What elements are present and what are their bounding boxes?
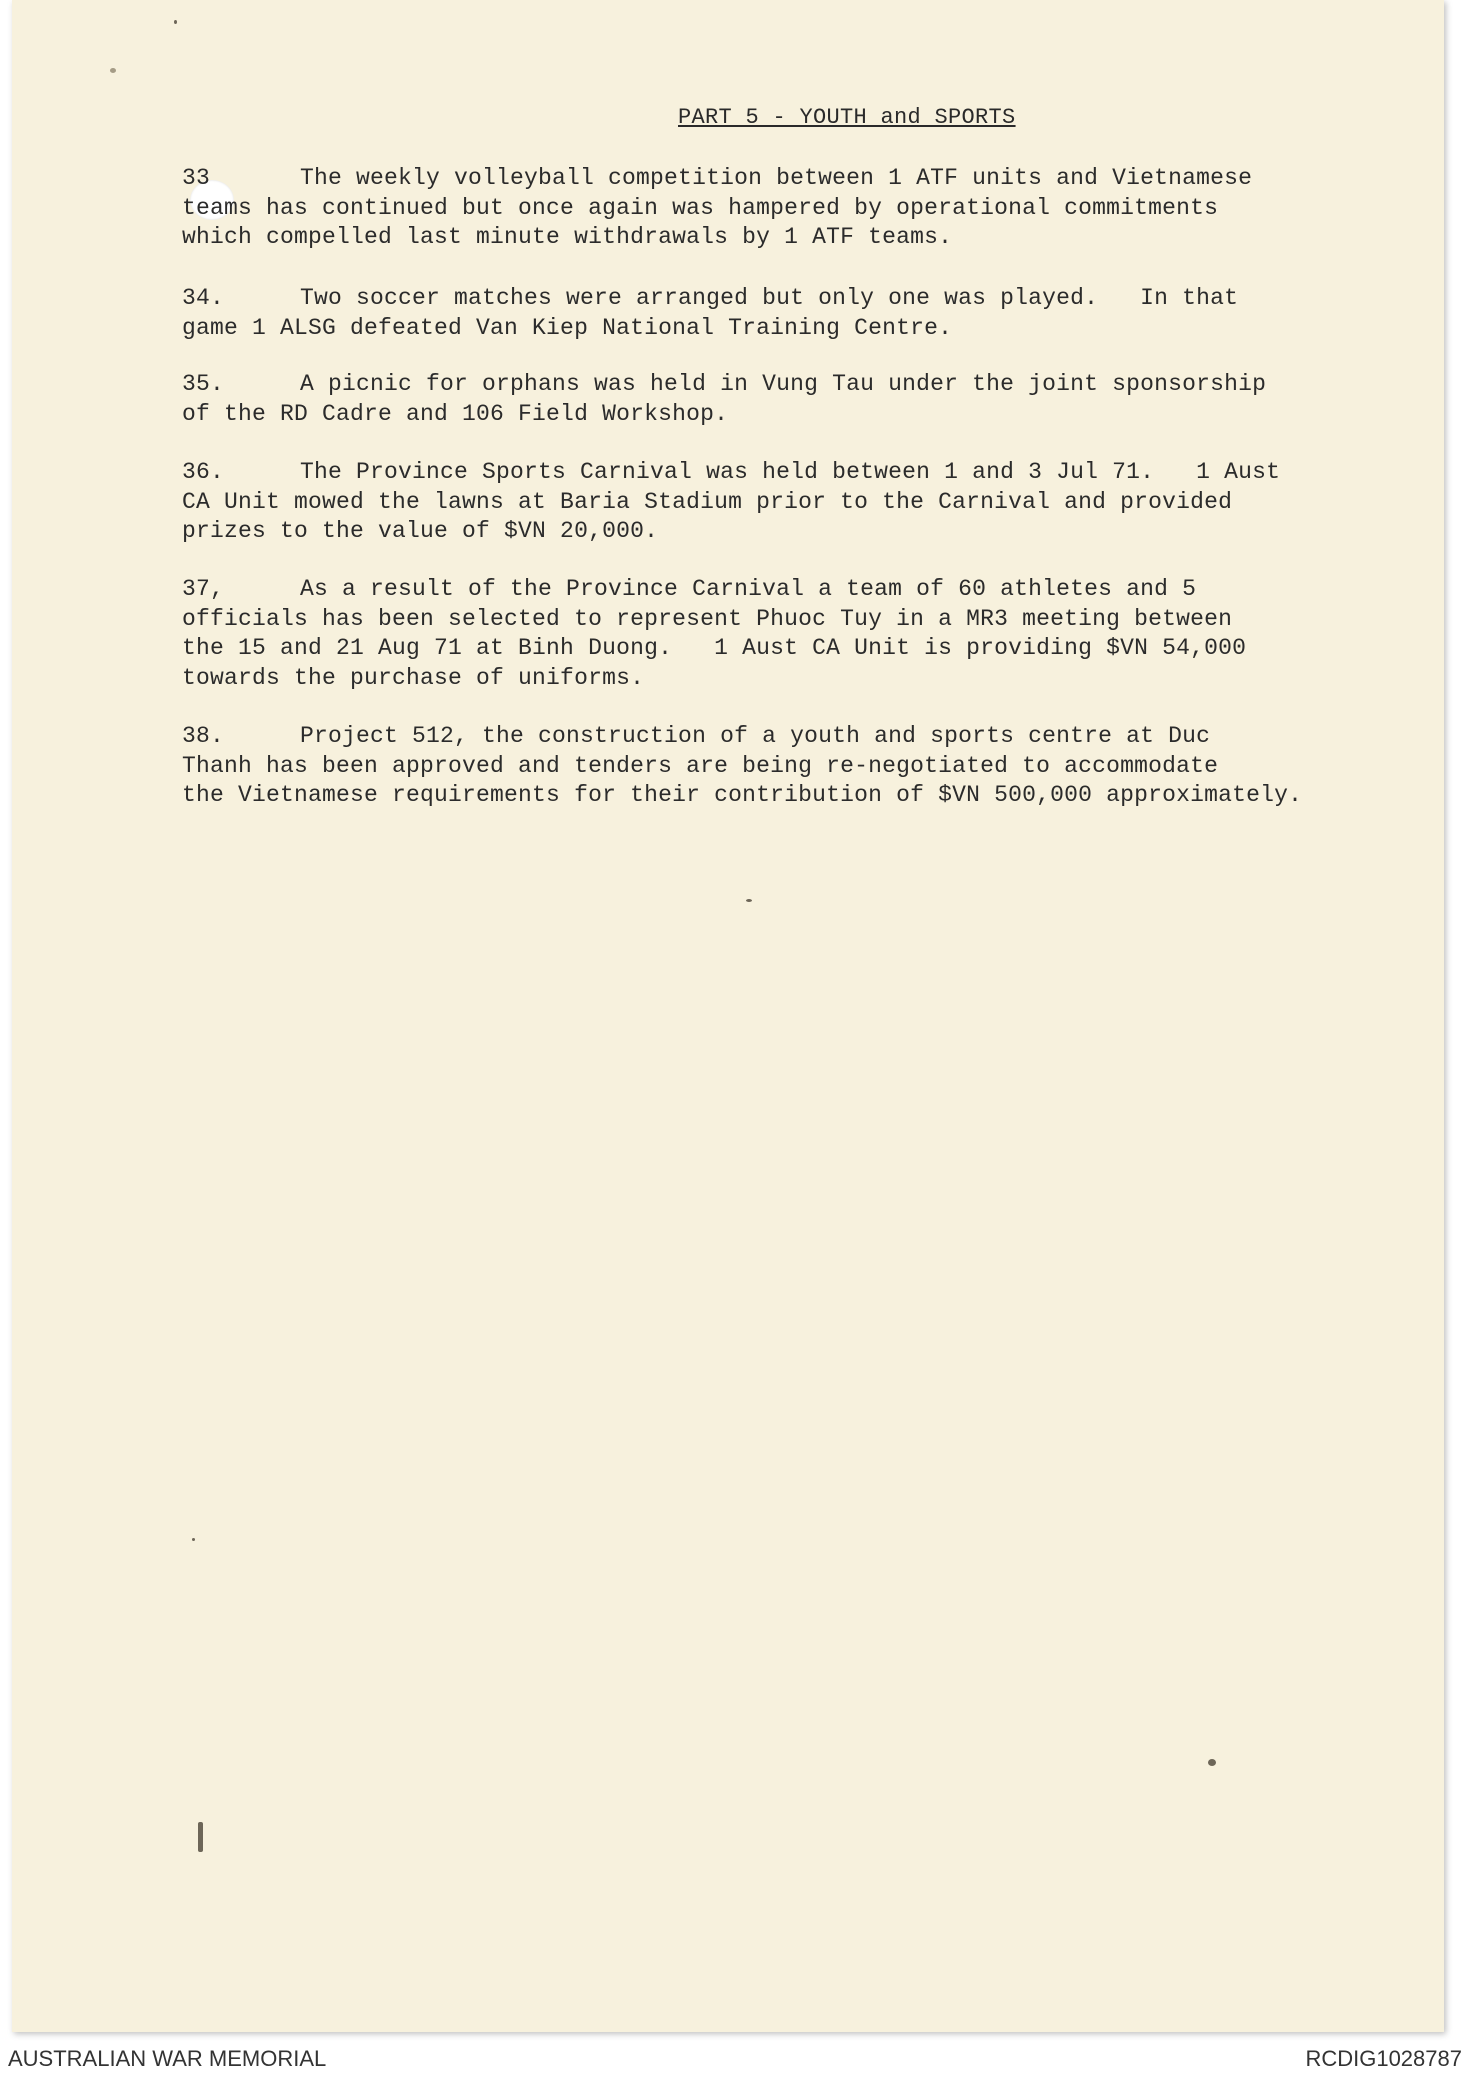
paragraph-line: 37, As a result of the Province Carnival a team of 60 athletes and 5 — [182, 575, 1332, 605]
paragraph-38 — [182, 722, 1332, 811]
paragraph-36 — [182, 458, 1332, 547]
paragraph-number: 33 — [182, 165, 211, 191]
paragraph-line: teams has continued but once again was hampered by operational commitments — [182, 194, 1219, 221]
paper-speck — [746, 899, 752, 902]
paragraph-line: the 15 and 21 Aug 71 at Binh Duong. 1 Aust CA Unit is providing $VN 54,000 — [182, 635, 1247, 661]
footer-archive-name: AUSTRALIAN WAR MEMORIAL — [8, 2046, 327, 2071]
paragraph-line: 34. Two soccer matches were arranged but only one was played. In that — [182, 284, 1332, 314]
paragraph-line: of the RD Cadre and 106 Field Workshop. — [182, 400, 729, 427]
paragraph-number: 34. — [182, 285, 225, 311]
paragraph-line: 36. The Province Sports Carnival was held between 1 and 3 Jul 71. 1 Aust — [182, 458, 1332, 488]
paragraph-line: prizes to the value of $VN 20,000. — [182, 518, 659, 544]
paragraph-line: which compelled last minute withdrawals by 1 ATF teams. — [182, 224, 953, 250]
paragraph-line: 33 The weekly volleyball competition between 1 ATF units and Vietnamese — [182, 164, 1332, 194]
paper-speck — [110, 68, 116, 73]
paper-mark — [198, 1822, 203, 1852]
document-page — [12, 0, 1444, 2032]
paragraph-line: 38. Project 512, the construction of a youth and sports centre at Duc — [182, 722, 1332, 752]
paragraph-line: game 1 ALSG defeated Van Kiep National Training Centre. — [182, 314, 953, 341]
footer-record-id: RCDIG1028787 — [1305, 2046, 1462, 2071]
paragraph-35 — [182, 370, 1332, 429]
paragraph-line: 35. A picnic for orphans was held in Vung Tau under the joint sponsorship — [182, 370, 1332, 400]
paper-speck — [174, 20, 177, 24]
paragraph-number: 35. — [182, 371, 225, 397]
paragraph-line: towards the purchase of uniforms. — [182, 664, 645, 691]
paper-speck — [192, 1538, 195, 1541]
paragraph-number: 36. — [182, 459, 225, 485]
paragraph-line: CA Unit mowed the lawns at Baria Stadium prior to the Carnival and provided — [182, 488, 1233, 515]
paragraph-line: Thanh has been approved and tenders are being re-negotiated to accommodate — [182, 752, 1219, 779]
paragraph-line: officials has been selected to represent Phuoc Tuy in a MR3 meeting between — [182, 605, 1233, 632]
paragraph-34 — [182, 284, 1332, 343]
paragraph-33 — [182, 164, 1332, 253]
paper-speck — [1208, 1759, 1216, 1766]
paragraph-line: the Vietnamese requirements for their contribution of $VN 500,000 approximately. — [182, 782, 1303, 808]
paragraph-37 — [182, 575, 1332, 693]
paragraph-number: 38. — [182, 723, 225, 749]
section-heading: PART 5 - YOUTH and SPORTS — [678, 105, 1016, 130]
paragraph-number: 37, — [182, 576, 225, 602]
